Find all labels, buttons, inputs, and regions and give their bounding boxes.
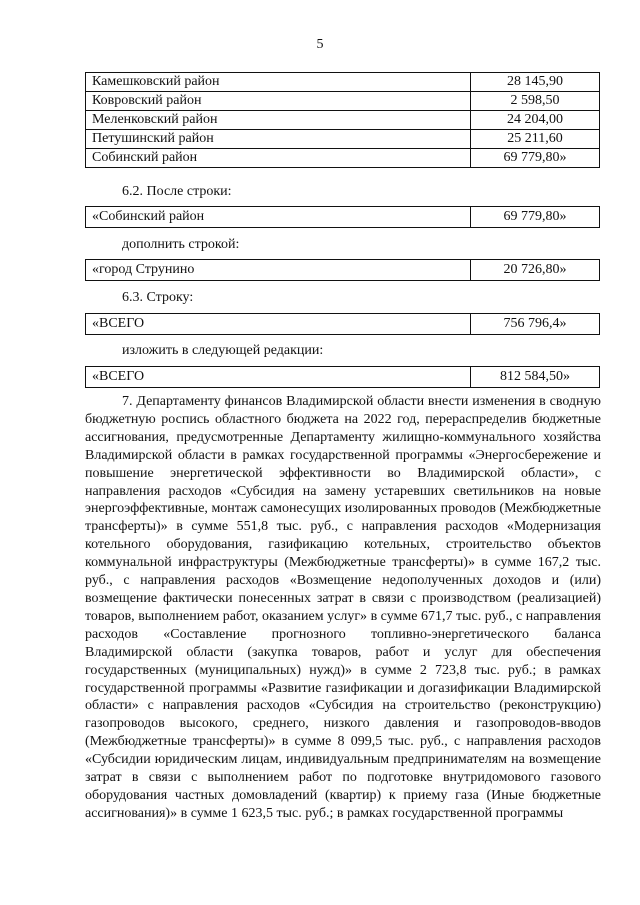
page-number: 5 [316,37,324,52]
item-6-3-heading: 6.3. Строку: [122,290,194,305]
table-row [86,260,600,281]
row-value: 812 584,50» [471,367,600,388]
after-row-table [85,206,600,228]
district-value: 25 211,60 [471,130,600,149]
row-value: 69 779,80» [471,207,600,228]
district-value: 69 779,80» [471,149,600,168]
new-row-table [85,259,600,281]
edit-row-text: изложить в следующей редакции: [122,343,324,358]
district-value: 24 204,00 [471,111,600,130]
district-name: Собинский район [86,149,471,168]
row-value: 756 796,4» [471,314,600,335]
row-name: «ВСЕГО [86,314,471,335]
table-row [86,207,600,228]
district-value: 2 598,50 [471,92,600,111]
table-row [86,73,600,92]
row-name: «город Струнино [86,260,471,281]
district-name: Меленковский район [86,111,471,130]
table-row [86,149,600,168]
district-value: 28 145,90 [471,73,600,92]
table-row [86,367,600,388]
paragraph-7: 7. Департаменту финансов Владимирской области внести изменения в сводную бюджетную роспись областного бюджета на 2022 год, перераспределив бюджетные ассигнования, предусмотренные Департаменту жилищно-коммунального хозяйства Владимирской области в рамках государственной программы «Энергосбережение и повышение энергетической эффективности во Владимирской области», с направления расходов «Субсидия на замену устаревших светильников на новые энергоэффективные, монтаж самонесущих изолированных проводов (Межбюджетные трансферты)» в сумме 551,8 тыс. руб., с направления расходов «Модернизация котельного оборудования, газификацию котельных, строительство объектов коммунальной инфраструктуры (Межбюджетные трансферты)» в сумме 167,2 тыс. руб., с направления расходов «Возмещение недополученных доходов и (или) возмещение фактически понесенных затрат в связи с производством (реализацией) товаров, выполнением работ, оказанием услуг» в сумме 671,7 тыс. руб., с направления расходов «Составление прогнозного топливно-энергетического баланса Владимирской области (закупка товаров, работ и услуг для обеспечения государственных (муниципальных) нужд)» в сумме 2 723,8 тыс. руб.; в рамках государственной программы «Развитие газификации и догазификации Владимирской области» с направления расходов «Субсидия на строительство (реконструкцию) газопроводов высокого, среднего, низкого давления и газопроводов-вводов (Межбюджетные трансферты)» в сумме 8 099,5 тыс. руб., с направления расходов «Субсидии юридическим лицам, индивидуальным предпринимателям на возмещение затрат в связи с выполнением работ по подготовке внутридомового газового оборудования частных домовладений (квартир) к приему газа (Иные бюджетные ассигнования)» в сумме 1 623,5 тыс. руб.; в рамках государственной программы [85,394,601,821]
new-total-row-table [85,366,600,388]
table-row [86,314,600,335]
item-6-2-heading: 6.2. После строки: [122,184,232,199]
district-name: Петушинский район [86,130,471,149]
districts-table [85,72,600,168]
total-row-table [85,313,600,335]
table-row [86,92,600,111]
district-name: Ковровский район [86,92,471,111]
table-row [86,111,600,130]
add-row-text: дополнить строкой: [122,237,240,252]
row-name: «Собинский район [86,207,471,228]
district-name: Камешковский район [86,73,471,92]
row-name: «ВСЕГО [86,367,471,388]
row-value: 20 726,80» [471,260,600,281]
table-row [86,130,600,149]
